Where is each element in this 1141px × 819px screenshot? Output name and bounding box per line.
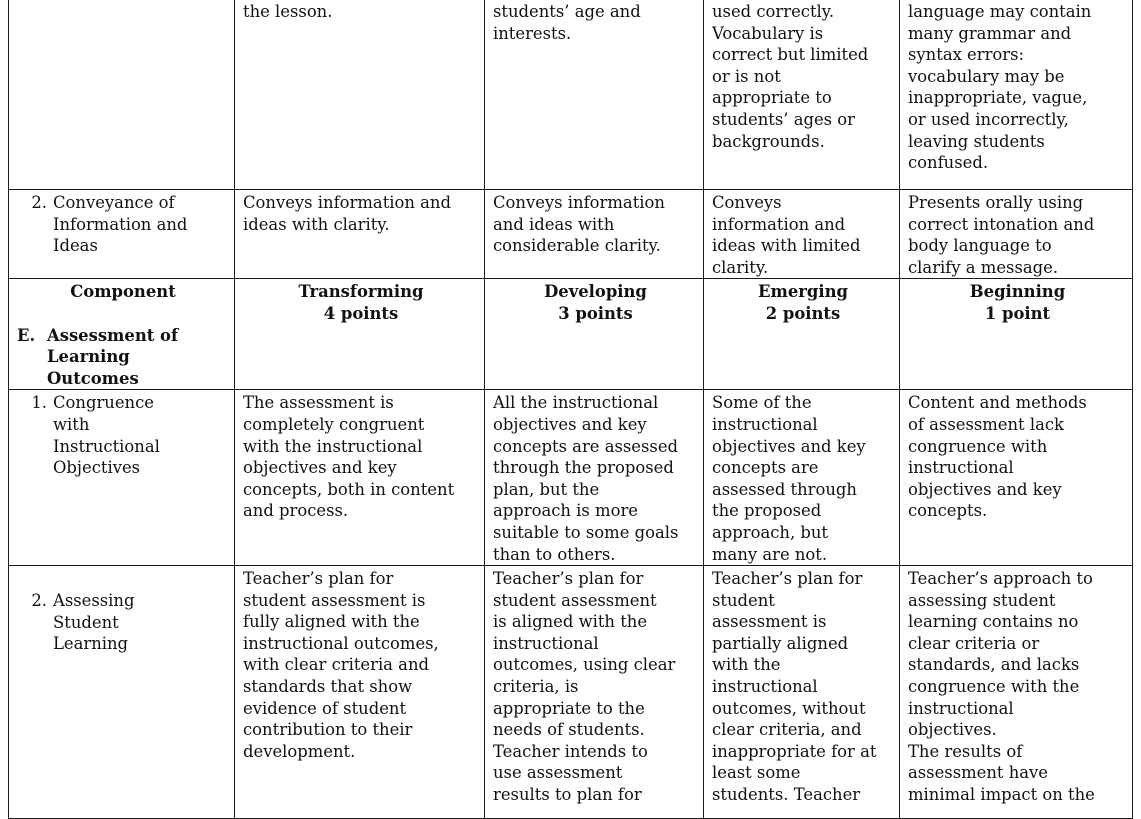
emerging-cell [704,190,900,279]
beginning-cell [900,390,1133,566]
table-row-congruence [9,390,1133,566]
developing-cell [485,566,704,819]
item-number: 1. [31,393,47,413]
transforming-text: the lesson. [243,2,333,21]
component-header-cell [9,279,235,390]
developing-cell [485,190,704,279]
transforming-text: The assessment is completely congruent with the instructional objectives and key concepts, both in content and process. [243,393,455,521]
transforming-text: Teacher’s plan for student assessment is fully aligned with the instructional outcomes, with clear criteria and standards that show evidence of student contribution to their development. [243,569,439,761]
developing-text: students’ age and interests. [493,2,641,43]
developing-text: Teacher’s plan for student assessment is aligned with the instructional outcomes, using clear criteria, is appropriate to the needs of students. Teacher intends to use assessment results to plan for [493,569,676,805]
transforming-header-cell [235,279,485,390]
component-cell [9,390,235,566]
section-title: Assessment of Learning Outcomes [47,325,179,388]
developing-text: Conveys information and ideas with considerable clarity. [493,193,665,256]
component-cell [9,190,235,279]
emerging-text: Conveys information and ideas with limited clarity. [712,193,861,277]
emerging-cell [704,390,900,566]
developing-header-cell [485,279,704,390]
component-label: Conveyance of Information and Ideas [53,193,188,256]
item-number: 2. [31,193,47,212]
developing-header: Developing 3 points [544,282,647,323]
component-cell [9,566,235,819]
component-label: Assessing Student Learning [53,591,135,654]
beginning-text: language may contain many grammar and syntax errors: vocabulary may be inappropriate, vague, or used incorrectly, leaving students confused. [908,2,1092,173]
section-letter: E. [17,325,36,345]
transforming-cell [235,190,485,279]
transforming-cell [235,390,485,566]
beginning-cell [900,190,1133,279]
emerging-header-cell [704,279,900,390]
beginning-text: Teacher’s approach to assessing student learning contains no clear criteria or standards, and lacks congruence with the instructional objectives. The results of assessment have minimal impact on the [908,569,1095,805]
beginning-cell [900,0,1133,190]
emerging-text: Some of the instructional objectives and key concepts are assessed through the proposed approach, but many are not. [712,393,866,564]
rubric-table [8,0,1133,819]
emerging-header: Emerging 2 points [758,282,848,323]
beginning-header: Beginning 1 point [969,282,1066,323]
item-number: 2. [31,591,47,611]
emerging-text: Teacher’s plan for student assessment is partially aligned with the instructional outcomes, without clear criteria, and inappropriate for at least some students. Teacher [712,569,877,805]
emerging-cell [704,0,900,190]
beginning-text: Content and methods of assessment lack congruence with instructional objectives and key concepts. [908,393,1087,521]
emerging-text: used correctly. Vocabulary is correct but limited or is not appropriate to students’ ages or backgrounds. [712,2,869,151]
transforming-header: Transforming 4 points [298,282,424,323]
section-heading [17,303,229,389]
emerging-cell [704,566,900,819]
transforming-cell [235,566,485,819]
developing-text: All the instructional objectives and key concepts are assessed through the proposed plan, but the approach is more suitable to some goals than to others. [493,393,679,564]
component-cell [9,0,235,190]
transforming-cell [235,0,485,190]
table-row-continued [9,0,1133,190]
beginning-text: Presents orally using correct intonation and body language to clarify a message. [908,193,1095,277]
developing-cell [485,390,704,566]
table-row-conveyance [9,190,1133,279]
component-label: Congruence with Instructional Objectives [53,393,160,478]
component-header: Component [70,282,176,302]
developing-cell [485,0,704,190]
table-header-row [9,279,1133,390]
beginning-cell [900,566,1133,819]
beginning-header-cell [900,279,1133,390]
transforming-text: Conveys information and ideas with clarity. [243,193,451,234]
table-row-assessing [9,566,1133,819]
